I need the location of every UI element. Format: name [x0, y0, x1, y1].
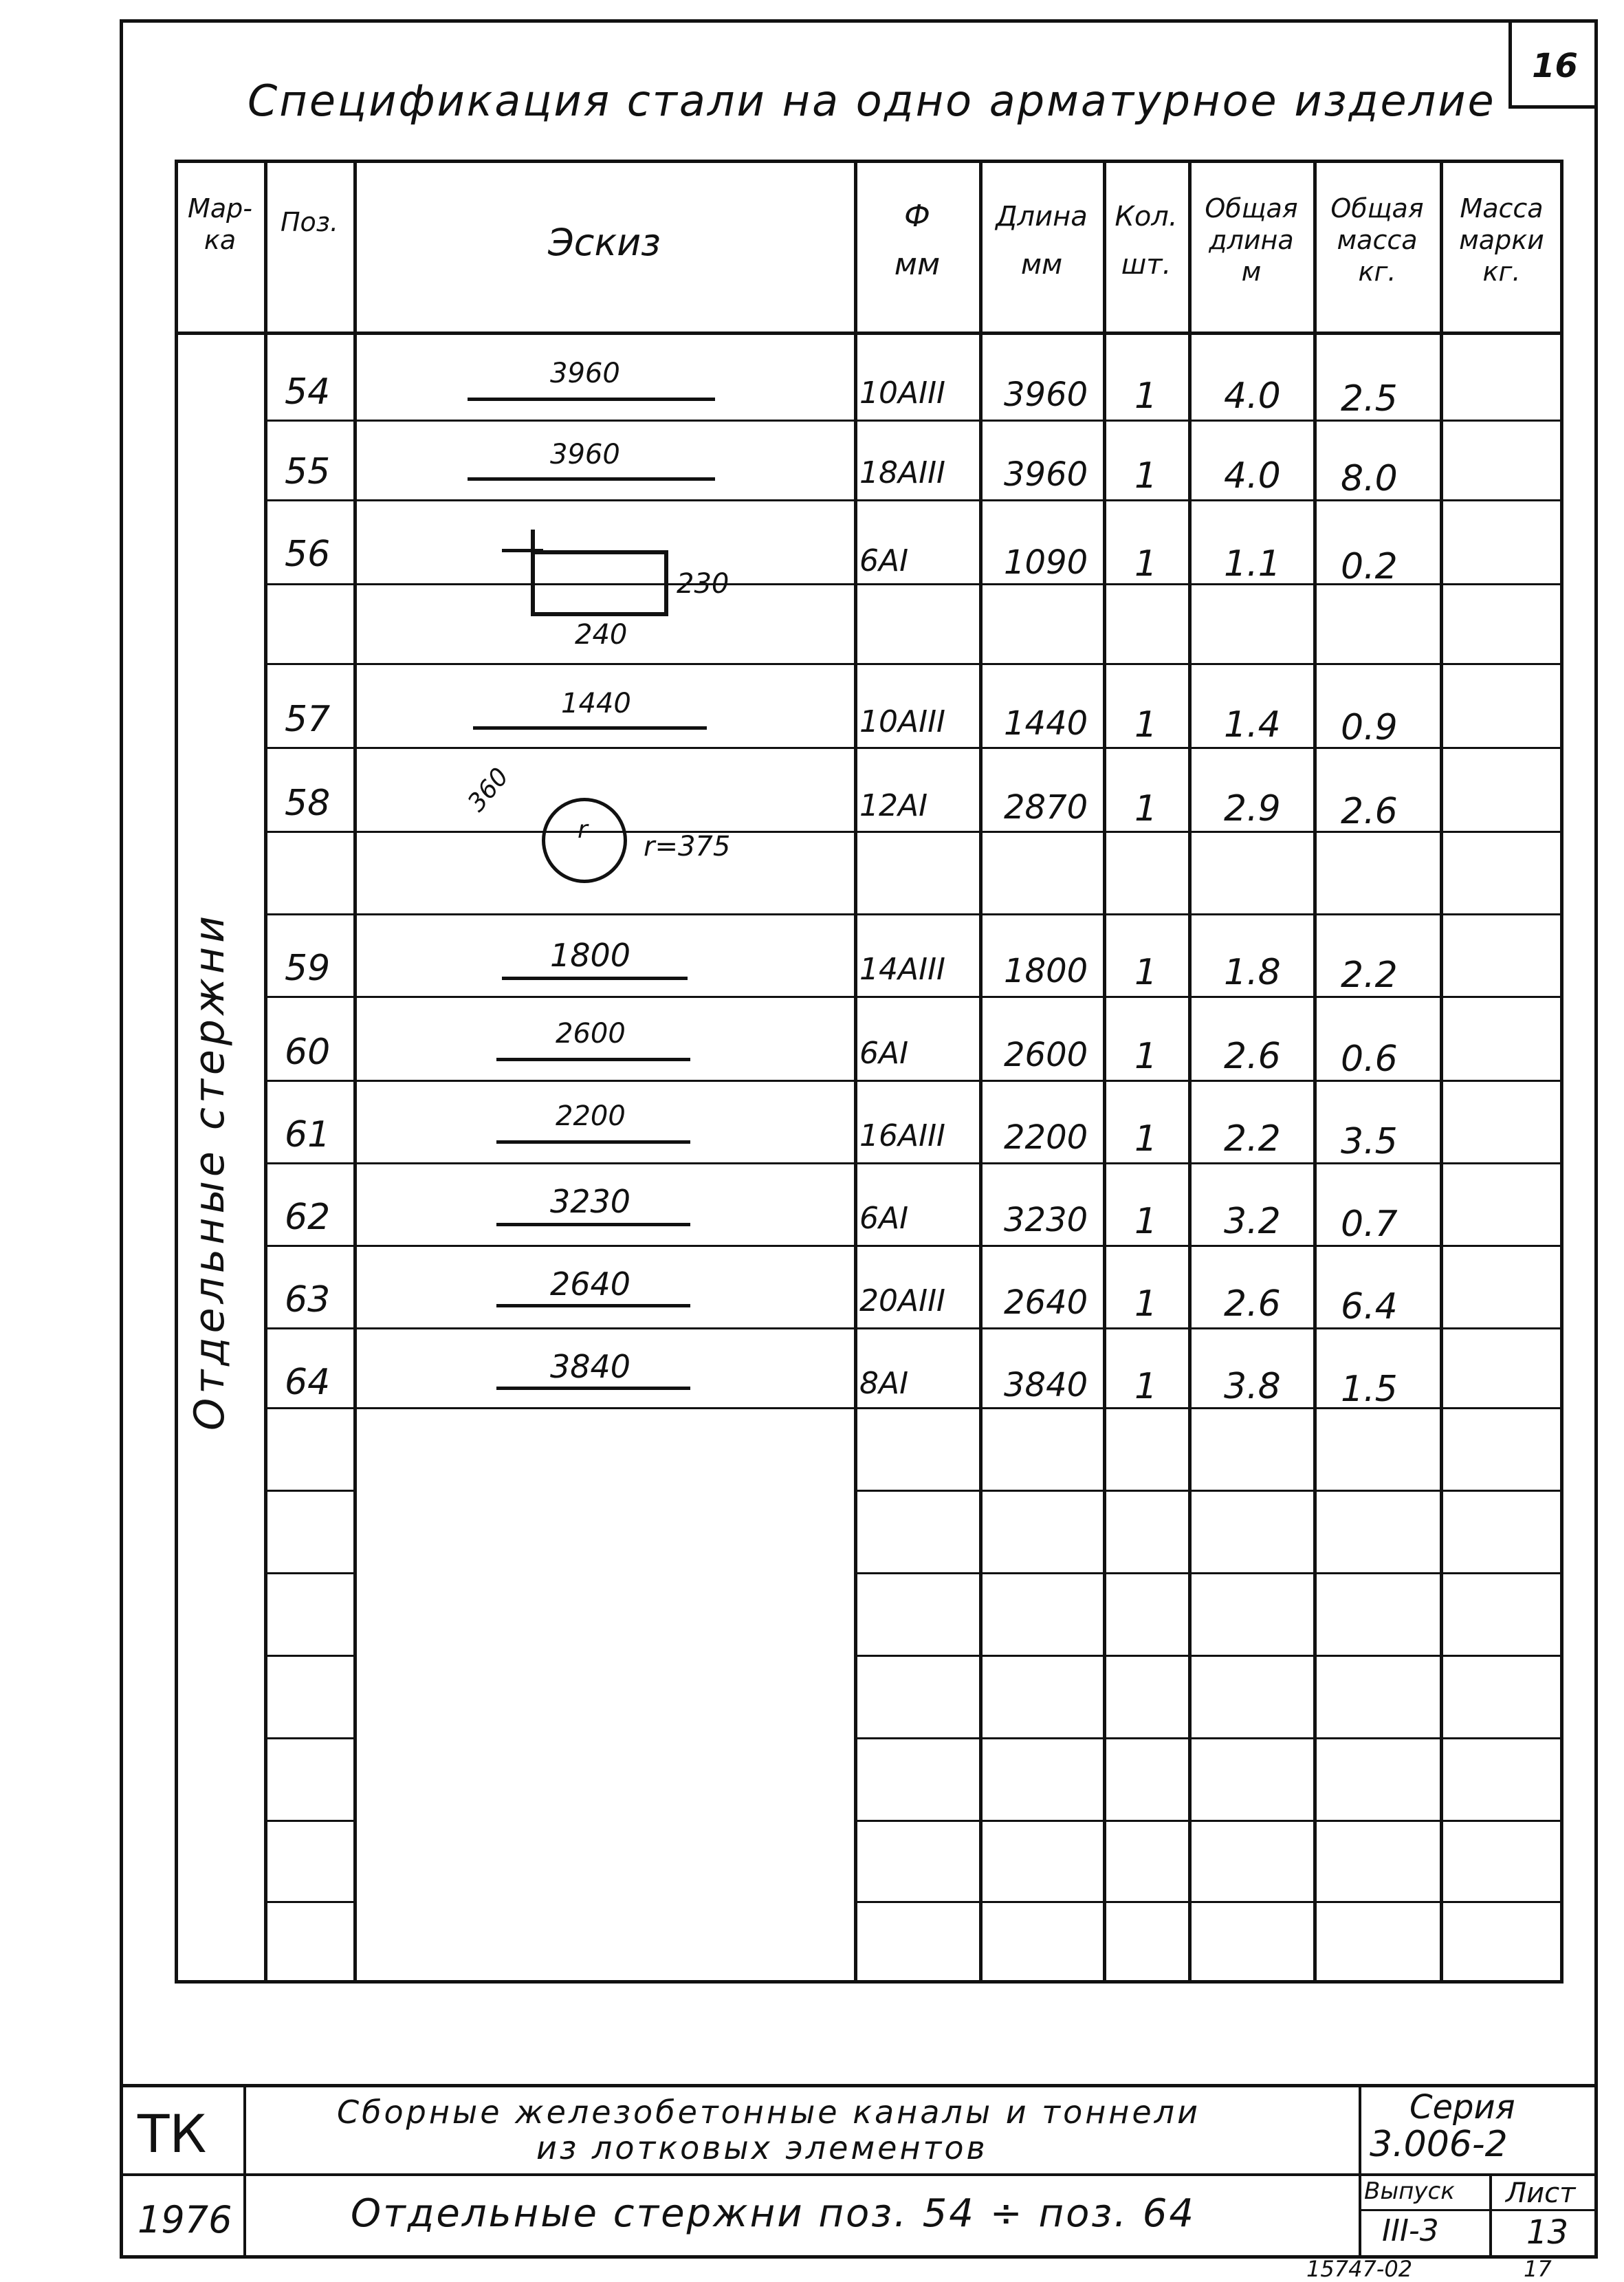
length: 3960 [1004, 455, 1088, 494]
sheet-title: Отдельные стержни поз. 54 ÷ поз. 64 [351, 2191, 1196, 2236]
diam: 20АIII [859, 1283, 946, 1318]
stirrup-hook [502, 549, 543, 552]
issue-value: III-3 [1382, 2213, 1439, 2248]
title-block-col-line [243, 2084, 246, 2259]
row-line [264, 1490, 353, 1492]
sketch-radius: r=375 [644, 831, 731, 862]
page-number: 16 [1532, 47, 1578, 85]
total-mass: 6.4 [1341, 1286, 1398, 1327]
series-label: Серия [1409, 2088, 1515, 2127]
total-length: 2.9 [1224, 788, 1281, 829]
header-total-length: Общая длина м [1205, 193, 1298, 287]
inventory-number: 15747-02 [1306, 2256, 1413, 2282]
sketch-dim: 1440 [561, 688, 631, 719]
row-line [264, 1572, 353, 1574]
col-line-marka [264, 160, 267, 1984]
issue-label: Выпуск [1364, 2177, 1455, 2205]
diam: 14АIII [859, 952, 946, 987]
org-code: ТК [138, 2103, 207, 2164]
qty: 1 [1134, 788, 1158, 829]
sketch-height-dim: 230 [677, 568, 729, 600]
total-length: 1.8 [1224, 952, 1281, 993]
rebar-sketch [496, 1223, 690, 1226]
total-mass: 0.6 [1341, 1039, 1398, 1080]
poz-61: 61 [285, 1114, 331, 1155]
row-line [264, 420, 1563, 422]
length: 1800 [1004, 952, 1088, 990]
length: 2870 [1004, 788, 1088, 827]
qty: 1 [1134, 376, 1158, 417]
sketch-dim: 2200 [556, 1100, 626, 1132]
row-line [854, 1655, 1563, 1657]
total-length: 1.1 [1224, 543, 1281, 585]
total-mass: 0.2 [1341, 546, 1398, 587]
stirrup-hook [531, 530, 535, 557]
rebar-sketch [496, 1140, 690, 1144]
poz-60: 60 [285, 1032, 331, 1073]
diam: 10АIII [859, 704, 946, 739]
qty: 1 [1134, 1283, 1158, 1325]
title-block-col-line [1359, 2084, 1361, 2259]
sketch-r-label: r [578, 816, 588, 844]
poz-57: 57 [285, 699, 331, 740]
total-mass: 2.5 [1341, 378, 1398, 420]
poz-55: 55 [285, 451, 331, 492]
row-line [264, 1901, 353, 1903]
length: 2600 [1004, 1036, 1088, 1074]
col-line-qty [1188, 160, 1192, 1984]
sketch-dim: 3960 [550, 439, 620, 470]
row-line [264, 1327, 1563, 1329]
sketch-dim: 3840 [550, 1348, 631, 1385]
length: 1090 [1004, 543, 1088, 582]
qty: 1 [1134, 1366, 1158, 1407]
qty: 1 [1134, 704, 1158, 746]
row-line [264, 1737, 353, 1739]
diam: 8АI [859, 1366, 909, 1401]
poz-62: 62 [285, 1197, 331, 1238]
poz-59: 59 [285, 948, 331, 989]
total-length: 2.2 [1224, 1118, 1281, 1160]
qty: 1 [1134, 1036, 1158, 1077]
diam: 6АI [859, 1036, 909, 1071]
total-length: 1.4 [1224, 704, 1281, 746]
rebar-sketch [496, 1058, 690, 1061]
rebar-sketch [473, 726, 707, 730]
footer-page: 17 [1524, 2256, 1552, 2282]
diam: 18АIII [859, 455, 946, 490]
length: 2640 [1004, 1283, 1088, 1322]
rebar-sketch [502, 977, 688, 980]
row-line [264, 1245, 1563, 1247]
col-line-total-length [1313, 160, 1317, 1984]
total-length: 2.6 [1224, 1036, 1281, 1077]
title-block-row-line [120, 2173, 1598, 2176]
qty: 1 [1134, 1118, 1158, 1160]
row-line [264, 913, 1563, 915]
rebar-sketch [496, 1387, 690, 1390]
qty: 1 [1134, 543, 1158, 585]
qty: 1 [1134, 455, 1158, 497]
header-qty: Кол. шт. [1115, 201, 1178, 281]
row-line [264, 1080, 1563, 1082]
length: 3840 [1004, 1366, 1088, 1404]
diam: 12АI [859, 788, 928, 823]
total-mass: 8.0 [1341, 458, 1398, 499]
total-length: 2.6 [1224, 1283, 1281, 1325]
year: 1976 [138, 2198, 232, 2241]
page-number-box [1508, 19, 1598, 109]
header-marka: Мар- ка [188, 193, 252, 255]
project-title-line1: Сборные железобетонные каналы и тоннели [337, 2094, 1200, 2131]
header-eskiz: Эскиз [548, 221, 661, 264]
col-line-diam [979, 160, 983, 1984]
rebar-sketch [468, 477, 715, 481]
poz-64: 64 [285, 1362, 331, 1403]
total-length: 4.0 [1224, 455, 1281, 497]
row-line [264, 1820, 353, 1822]
length: 3960 [1004, 376, 1088, 414]
header-total-mass: Общая масса кг. [1330, 193, 1424, 287]
sketch-dim: 3230 [550, 1183, 631, 1220]
diam: 16АIII [859, 1118, 946, 1153]
row-line [264, 996, 1563, 998]
row-line [854, 1572, 1563, 1574]
rebar-sketch [468, 398, 715, 401]
length: 2200 [1004, 1118, 1088, 1157]
title-block-row-line [1359, 2209, 1598, 2211]
row-line [264, 499, 1563, 501]
header-diam: Ф мм [894, 199, 941, 282]
series-value: 3.006-2 [1370, 2124, 1508, 2165]
diam: 6АI [859, 543, 909, 578]
row-line [854, 1490, 1563, 1492]
diam: 6АI [859, 1201, 909, 1236]
total-mass: 3.5 [1341, 1121, 1398, 1162]
rebar-sketch [496, 1304, 690, 1307]
row-line [854, 1901, 1563, 1903]
poz-54: 54 [285, 371, 331, 413]
total-length: 3.8 [1224, 1366, 1281, 1407]
poz-63: 63 [285, 1279, 331, 1321]
qty: 1 [1134, 952, 1158, 993]
sketch-len-dim: 360 [462, 763, 515, 817]
total-mass: 0.9 [1341, 707, 1398, 748]
row-line [854, 1820, 1563, 1822]
total-mass: 0.7 [1341, 1204, 1398, 1245]
sketch-dim: 1800 [550, 937, 631, 974]
length: 3230 [1004, 1201, 1088, 1239]
row-line [264, 1655, 353, 1657]
sketch-dim: 2640 [550, 1265, 631, 1303]
col-line-total-mass [1440, 160, 1443, 1984]
poz-58: 58 [285, 783, 331, 824]
title-block-col-line [1489, 2173, 1492, 2259]
sheet-value: 13 [1526, 2213, 1569, 2252]
total-mass: 1.5 [1341, 1369, 1398, 1410]
col-line-poz [353, 160, 357, 1984]
total-mass: 2.6 [1341, 791, 1398, 832]
total-length: 4.0 [1224, 376, 1281, 417]
header-separator [175, 332, 1563, 335]
sketch-dim: 2600 [556, 1018, 626, 1050]
project-title-line2: из лотковых элементов [536, 2129, 988, 2166]
stirrup-sketch [531, 550, 668, 616]
sheet-label: Лист [1506, 2177, 1576, 2209]
length: 1440 [1004, 704, 1088, 743]
row-line [264, 1162, 1563, 1164]
header-length: Длина мм [996, 201, 1088, 281]
total-length: 3.2 [1224, 1201, 1281, 1242]
sketch-width-dim: 240 [575, 619, 628, 651]
sketch-dim: 3960 [550, 358, 620, 389]
diam: 10АIII [859, 376, 946, 411]
header-poz: Поз. [280, 207, 339, 237]
poz-56: 56 [285, 534, 331, 575]
qty: 1 [1134, 1201, 1158, 1242]
header-mark-mass: Масса марки кг. [1459, 193, 1544, 287]
total-mass: 2.2 [1341, 955, 1398, 996]
document-title: Спецификация стали на одно арматурное изделие [248, 76, 1496, 126]
col-line-eskiz [854, 160, 857, 1984]
row-line [854, 1737, 1563, 1739]
col-line-length [1103, 160, 1106, 1984]
row-line [264, 663, 1563, 665]
